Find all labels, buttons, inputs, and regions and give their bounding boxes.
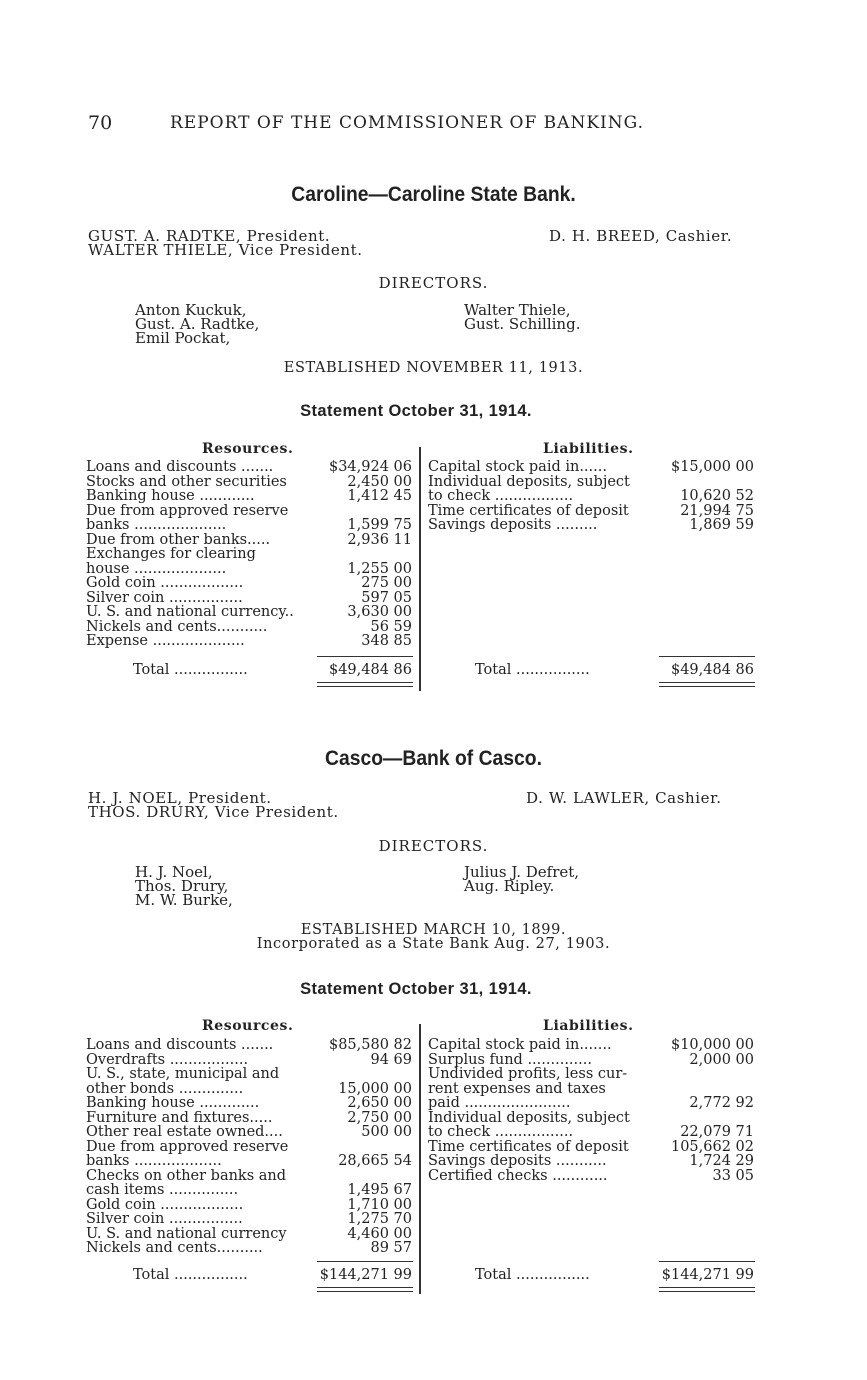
vice-president: THOS. DRURY, Vice President. (88, 803, 339, 821)
table-row: Nickels and cents........... 56 59 (86, 618, 412, 635)
director-name: Julius J. Defret, (464, 863, 580, 881)
president: H. J. NOEL, President. (88, 789, 272, 807)
established-date: ESTABLISHED MARCH 10, 1899. (300, 922, 567, 938)
total-rule (317, 1261, 413, 1262)
total-label: Total ................ (133, 1267, 248, 1283)
table-row: Time certificates of deposit 21,994 75 (428, 502, 754, 519)
table-row: to check ................. 10,620 52 (428, 488, 754, 504)
director-name: Thos. Drury, (135, 877, 229, 895)
director-name: Aug. Ripley. (464, 877, 555, 895)
table-row: Banking house ............. 2,650 00 (86, 1095, 412, 1111)
total-label: Total ................ (475, 1267, 590, 1283)
directors-heading: DIRECTORS. (378, 837, 489, 855)
director-name: Anton Kuckuk, (135, 301, 247, 319)
table-row: cash items ............... 1,495 67 (86, 1182, 412, 1198)
resources-total: $144,271 99 (319, 1267, 412, 1283)
resources-total: $49,484 86 (328, 662, 412, 678)
resources-table (86, 1038, 412, 1256)
resources-heading: Resources. (202, 441, 294, 457)
table-row: Nickels and cents.......... 89 57 (86, 1240, 412, 1256)
double-rule (659, 682, 755, 683)
double-rule (317, 1287, 413, 1288)
president: GUST. A. RADTKE, President. (88, 227, 331, 245)
table-row: Individual deposits, subject (428, 1109, 630, 1126)
resources-table (86, 460, 412, 649)
director-name: Gust. A. Radtke, (135, 315, 260, 333)
table-row: Furniture and fixtures..... 2,750 00 (86, 1109, 412, 1126)
column-divider (419, 447, 421, 691)
table-row: Due from approved reserve (86, 1138, 289, 1155)
column-divider (419, 1024, 421, 1294)
liabilities-heading: Liabilities. (543, 1018, 634, 1034)
table-row: Surplus fund .............. 2,000 00 (428, 1051, 754, 1068)
table-row: other bonds .............. 15,000 00 (86, 1080, 412, 1097)
director-name: Walter Thiele, (464, 301, 571, 319)
total-label: Total ................ (475, 662, 590, 678)
table-row: Undivided profits, less cur- (428, 1066, 628, 1082)
table-row: Capital stock paid in...... $15,000 00 (428, 459, 754, 475)
liabilities-table (428, 1038, 754, 1183)
table-row: U. S. and national currency 4,460 00 (86, 1225, 412, 1242)
table-row: banks .................... 1,599 75 (86, 517, 412, 533)
table-row: Certified checks ............ 33 05 (428, 1167, 754, 1184)
table-row: Due from other banks..... 2,936 11 (86, 531, 412, 548)
liabilities-total-row (475, 663, 754, 678)
cashier: D. W. LAWLER, Cashier. (526, 789, 722, 807)
resources-heading: Resources. (202, 1018, 294, 1034)
table-row: Expense .................... 348 85 (86, 633, 412, 649)
table-row: Due from approved reserve (86, 502, 289, 519)
table-row: Checks on other banks and (86, 1167, 287, 1184)
table-row: to check ................. 22,079 71 (428, 1124, 754, 1140)
liabilities-total: $144,271 99 (661, 1267, 754, 1283)
table-row: Exchanges for clearing (86, 546, 256, 562)
table-row: Banking house ............ 1,412 45 (86, 488, 412, 504)
total-label: Total ................ (133, 662, 248, 678)
total-rule (659, 1261, 755, 1262)
resources-total-row (133, 663, 412, 678)
table-row: Loans and discounts ....... $85,580 82 (86, 1037, 412, 1053)
table-row: Loans and discounts ....... $34,924 06 (86, 459, 412, 475)
table-row: U. S., state, municipal and (86, 1066, 280, 1082)
table-row: Time certificates of deposit 105,662 02 (428, 1138, 754, 1155)
table-row: Savings deposits ......... 1,869 59 (428, 517, 754, 533)
bank-title: Caroline—Caroline State Bank. (291, 183, 576, 206)
bank-title: Casco—Bank of Casco. (325, 747, 542, 770)
double-rule (317, 1291, 413, 1292)
double-rule (317, 686, 413, 687)
table-row: U. S. and national currency.. 3,630 00 (86, 604, 412, 620)
table-row: rent expenses and taxes (428, 1080, 606, 1097)
table-row: paid ....................... 2,772 92 (428, 1095, 754, 1111)
director-name: Emil Pockat, (135, 329, 231, 347)
table-row: house .................... 1,255 00 (86, 560, 412, 577)
vice-president: WALTER THIELE, Vice President. (88, 241, 363, 259)
statement-heading: Statement October 31, 1914. (300, 980, 532, 998)
table-row: Gold coin .................. 275 00 (86, 575, 412, 591)
total-rule (317, 656, 413, 657)
table-row: Gold coin .................. 1,710 00 (86, 1196, 412, 1213)
liabilities-total: $49,484 86 (670, 662, 754, 678)
directors-heading: DIRECTORS. (378, 274, 489, 292)
table-row: Stocks and other securities 2,450 00 (86, 473, 412, 490)
table-row: Capital stock paid in....... $10,000 00 (428, 1037, 754, 1053)
resources-total-row (133, 1268, 412, 1283)
cashier: D. H. BREED, Cashier. (549, 227, 733, 245)
director-name: H. J. Noel, (135, 863, 213, 881)
director-name: Gust. Schilling. (464, 315, 581, 333)
double-rule (659, 1287, 755, 1288)
table-row: banks ................... 28,665 54 (86, 1153, 412, 1169)
table-row: Other real estate owned.... 500 00 (86, 1124, 412, 1140)
running-title: REPORT OF THE COMMISSIONER OF BANKING. (170, 113, 644, 133)
page-number: 70 (88, 112, 113, 134)
liabilities-table (428, 460, 754, 533)
total-rule (659, 656, 755, 657)
director-name: M. W. Burke, (135, 891, 233, 909)
established-date: ESTABLISHED NOVEMBER 11, 1913. (283, 360, 584, 376)
table-row: Individual deposits, subject (428, 473, 630, 490)
table-row: Savings deposits ........... 1,724 29 (428, 1153, 754, 1169)
table-row: Silver coin ................ 597 05 (86, 589, 412, 606)
double-rule (659, 1291, 755, 1292)
double-rule (659, 686, 755, 687)
double-rule (317, 682, 413, 683)
liabilities-heading: Liabilities. (543, 441, 634, 457)
incorporated-date: Incorporated as a State Bank Aug. 27, 1903. (256, 936, 611, 952)
statement-heading: Statement October 31, 1914. (300, 402, 532, 420)
liabilities-total-row (475, 1268, 754, 1283)
table-row: Overdrafts ................. 94 69 (86, 1051, 412, 1068)
table-row: Silver coin ................ 1,275 70 (86, 1211, 412, 1227)
